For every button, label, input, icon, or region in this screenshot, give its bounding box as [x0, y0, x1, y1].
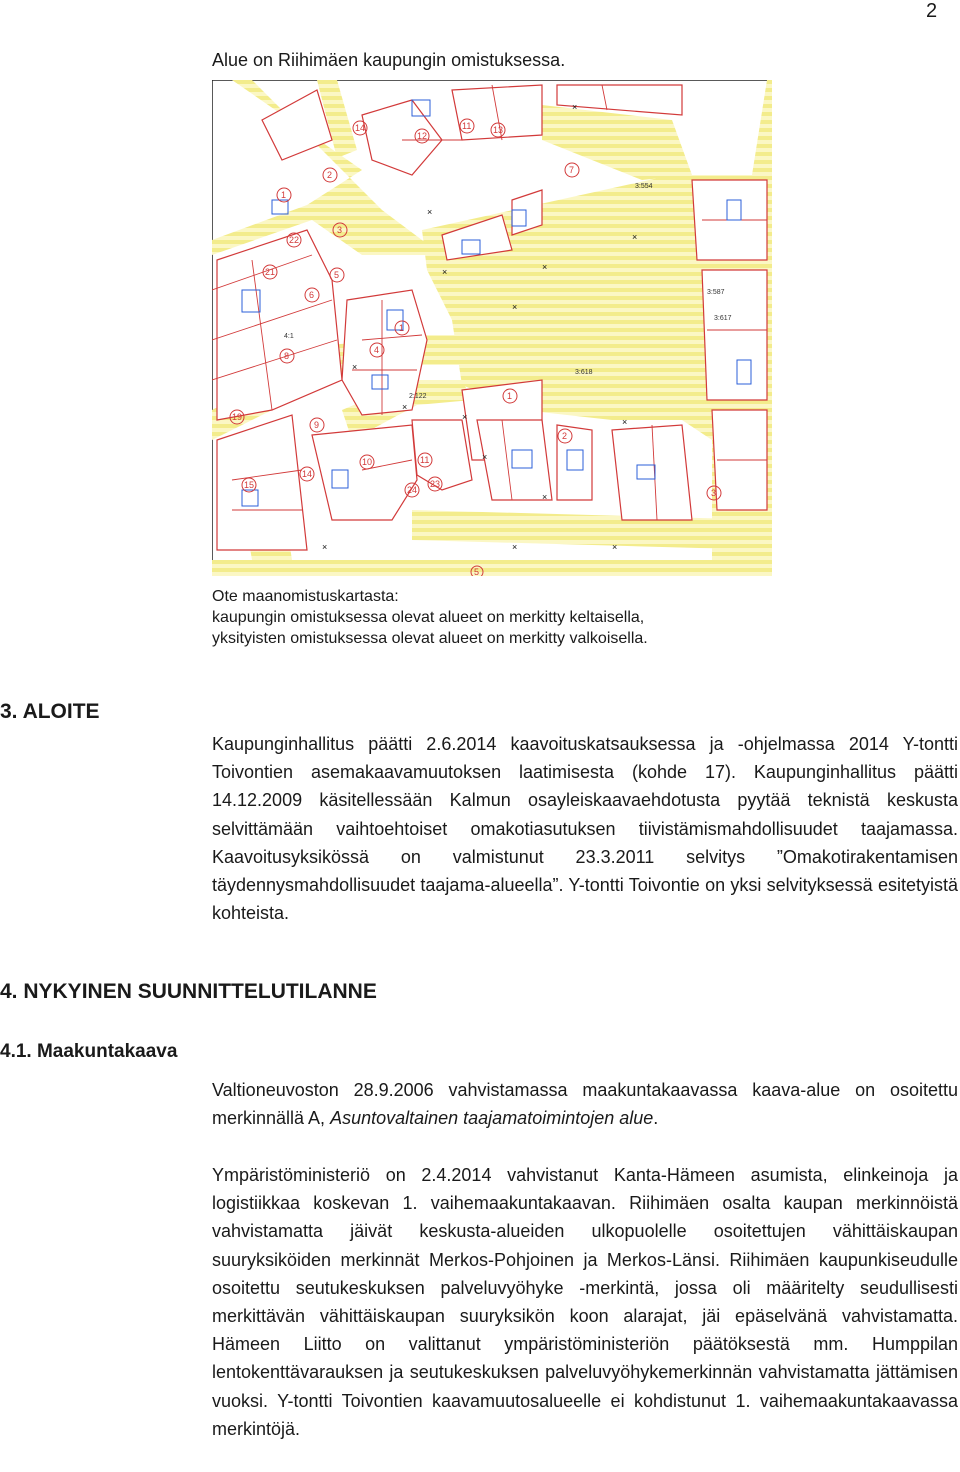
lot-label: 3:618 [575, 369, 593, 376]
svg-text:×: × [612, 542, 618, 552]
lot-number [230, 410, 244, 424]
maakunta-text-2 [212, 1161, 958, 1443]
svg-text:×: × [462, 412, 468, 422]
svg-text:×: × [442, 267, 448, 277]
svg-text:×: × [512, 302, 518, 312]
svg-text:22: 22 [289, 235, 300, 245]
svg-text:×: × [512, 542, 518, 552]
svg-text:×: × [542, 262, 548, 272]
maakunta-p1-emphasis: Asuntovaltainen taajamatoimintojen alue [330, 1108, 654, 1129]
lot-number [428, 477, 442, 491]
lot-label: 2:122 [409, 393, 427, 400]
svg-text:13: 13 [493, 125, 504, 135]
svg-text:×: × [632, 232, 638, 242]
caption-line: yksityisten omistuksessa olevat alueet on merkitty valkoisella. [212, 630, 648, 647]
heading-aloite: 3. ALOITE [0, 700, 100, 723]
lot-number [360, 455, 374, 469]
svg-text:8: 8 [284, 351, 290, 361]
svg-text:×: × [427, 207, 433, 217]
lot-label: 3:554 [635, 183, 653, 190]
lot-number [353, 121, 367, 135]
svg-text:14: 14 [355, 123, 366, 133]
page-number: 2 [926, 0, 938, 22]
svg-text:19: 19 [232, 412, 243, 422]
svg-text:10: 10 [362, 457, 373, 467]
caption-line: kaupungin omistuksessa olevat alueet on merkitty keltaisella, [212, 609, 645, 626]
svg-text:2: 2 [327, 170, 333, 180]
svg-text:4: 4 [374, 345, 380, 355]
svg-text:7: 7 [569, 165, 575, 175]
maakunta-paragraph-2: Ympäristöministeriö on 2.4.2014 vahvistanut Kanta-Hämeen asumista, elinkeinoja ja logistiikkaa koskevan 1. vaihemaakuntakaavan. Riihimäen osalta kaupan merkinnöistä vahvistamatta jäivät keskusta-alueiden ulkopuolelle osoitettujen vähittäiskaupan suuryksiköiden merkinnät Merkos-Pohjoinen ja Merkos-Länsi. Riihimäen kaupunkiseudulle osoitettu seutukeskuksen palveluvyöhyke -merkintä, jossa oli määritelty seudullisesti merkittävän vähittäiskaupan suuryksikön koon alarajat, jäi epäselvänä vahvistamatta. Hämeen Liitto on valittanut ympäristöministeriön päätöksestä mm. Humppilan lentokenttävarauksen ja seutukeskuksen palveluvyöhykemerkinnän vahvistamatta jättämisen vuoksi. Y-tontti Toivontien kaavamuutosalueelle ei kohdistunut 1. vaihemaakuntakaavassa merkintöjä. [212, 1165, 958, 1439]
svg-text:5: 5 [474, 567, 480, 576]
lot-number [300, 467, 314, 481]
svg-text:1: 1 [507, 391, 513, 401]
lot-label: 3:617 [714, 315, 732, 322]
ownership-map [212, 80, 772, 576]
lot-number [405, 483, 419, 497]
svg-text:11: 11 [462, 121, 472, 131]
svg-text:×: × [622, 417, 628, 427]
svg-text:×: × [352, 362, 358, 372]
map-caption [212, 586, 648, 649]
svg-text:21: 21 [265, 267, 276, 277]
lot-number [415, 129, 429, 143]
svg-text:×: × [572, 102, 578, 112]
svg-text:1: 1 [399, 323, 405, 333]
svg-text:3: 3 [337, 225, 343, 235]
svg-text:24: 24 [407, 485, 418, 495]
maakunta-text-1 [212, 1076, 958, 1132]
svg-text:9: 9 [314, 420, 320, 430]
svg-text:×: × [542, 492, 548, 502]
svg-text:23: 23 [430, 479, 441, 489]
svg-text:×: × [402, 402, 408, 412]
aloite-paragraph: Kaupunginhallitus päätti 2.6.2014 kaavoituskatsauksessa ja -ohjelmassa 2014 Y-tontti Toivontien asemakaavamuutoksen laatimisesta (kohde 17). Kaupunginhallitus päätti 14.12.2009 käsitellessään Kalmun osayleiskaavaehdotusta pyytää teknistä keskusta selvittämään vaihtoehtoiset omakotiasutuksen tiivistämismahdollisuudet taajamassa. Kaavoitusyksikössä on valmistunut 23.3.2011 selvitys ”Omakotirakentamisen täydennysmahdollisuudet taajama-alueella”. Y-tontti Toivontie on yksi selvityksessä esitetyistä kohteista. [212, 734, 958, 924]
lot-number [287, 233, 301, 247]
svg-text:11: 11 [420, 455, 430, 465]
heading-maakuntakaava: 4.1. Maakuntakaava [0, 1041, 178, 1062]
svg-text:15: 15 [244, 480, 255, 490]
intro-text: Alue on Riihimäen kaupungin omistuksessa. [212, 50, 566, 70]
svg-text:12: 12 [417, 131, 428, 141]
maakunta-paragraph-1 [212, 1076, 958, 1132]
svg-text:5: 5 [334, 270, 340, 280]
ownership-map-drawing [212, 80, 772, 576]
svg-text:1: 1 [281, 190, 287, 200]
svg-text:×: × [322, 542, 328, 552]
svg-text:3: 3 [711, 488, 717, 498]
svg-text:2: 2 [562, 431, 568, 441]
lot-label: 3:587 [707, 289, 725, 296]
lot-label: 4:1 [284, 333, 294, 340]
lot-number [263, 265, 277, 279]
heading-nykyinen: 4. NYKYINEN SUUNNITTELUTILANNE [0, 980, 377, 1003]
aloite-text [212, 730, 958, 927]
svg-text:6: 6 [309, 290, 315, 300]
lot-number [491, 123, 505, 137]
lot-number [242, 478, 256, 492]
caption-line: Ote maanomistuskartasta: [212, 588, 399, 605]
maakunta-p1-part-a: Valtioneuvoston 28.9.2006 vahvistamassa maakuntakaavassa kaava-alue on osoitettu merkinnällä A, [212, 1080, 958, 1129]
svg-text:14: 14 [302, 469, 313, 479]
svg-text:×: × [482, 452, 488, 462]
maakunta-p1-part-b: . [653, 1108, 659, 1129]
